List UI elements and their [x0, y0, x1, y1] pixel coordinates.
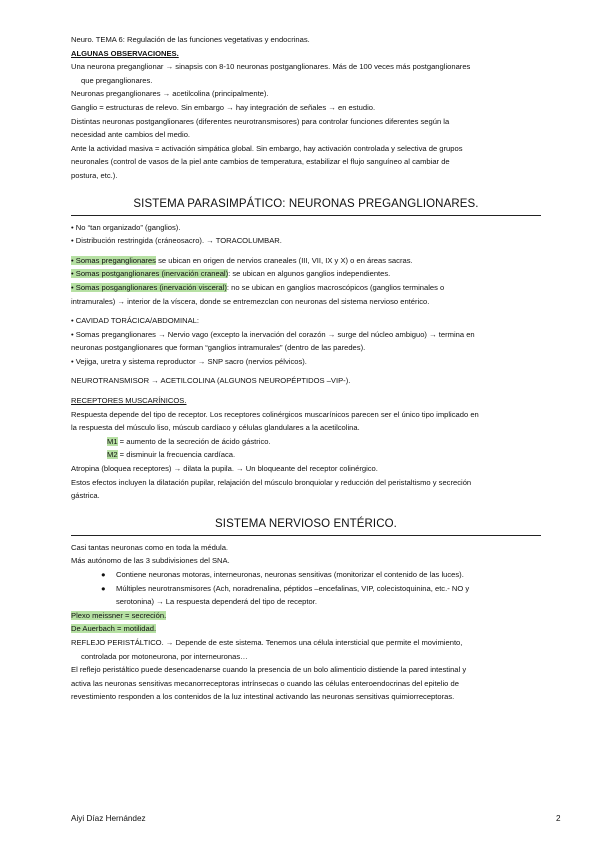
bullet-line: neuronas postganglionares que forman “ganglios intramurales” (dentro de las paredes). [71, 343, 366, 353]
observation-line: Ganglio = estructuras de relevo. Sin embargo → hay integración de señales → en estudio. [71, 102, 376, 112]
observation-line: que preganglionares. [81, 75, 153, 85]
bullet-dot-icon: ● [101, 570, 106, 579]
effects-line: Estos efectos incluyen la dilatación pupilar, relajación del músculo bronquiolar y reducción del peristaltismo y secreción [71, 477, 472, 487]
bullet-line: • Somas postganglionares (inervación craneal): se ubican en algunos ganglios independientes. [71, 269, 391, 279]
atropine-line: Atropina (bloquea receptores) → dilata la pupila. → Un bloqueante del receptor colinérgico. [71, 464, 378, 474]
enteric-bullet: ● Contiene neuronas motoras, interneuronas, neuronas sensitivas (monitorizar el contenido de las luces). [71, 568, 541, 582]
reflex-line: El reflejo peristáltico puede desencadenarse cuando la presencia de un bolo alimenticio distiende la pared intestinal y [71, 665, 467, 675]
enteric-bullet: ● Múltiples neurotransmisores (Ach, noradrenalina, péptidos –encefalinas, VIP, colecistoquinina, etc.- NO y [71, 582, 541, 596]
enteric-heading: SISTEMA NERVIOSO ENTÉRICO. [215, 517, 397, 530]
m2-line: M2 = disminuir la frecuencia cardíaca. [107, 450, 236, 460]
document-title: Neuro. TEMA 6: Regulación de las funciones vegetativas y endocrinas. [71, 35, 310, 44]
reflex-line: REFLEJO PERISTÁLTICO. → Depende de este sistema. Tenemos una célula intersticial que permite el movimiento, [71, 637, 463, 647]
receptor-text: la respuesta del músculo liso, múscub cardíaco y células glandulares a la acetilcolina. [71, 423, 360, 433]
enteric-line: Casi tantas neuronas como en toda la médula. [71, 542, 229, 552]
bullet-line: • Somas posganglionares (inervación visceral): no se ubican en ganglios macroscópicos (ganglios terminales o [71, 282, 445, 292]
m2-label: M2 [107, 450, 118, 460]
enteric-section-header [71, 509, 541, 536]
observation-line: Distintas neuronas postganglionares (diferentes neurotransmisores) para controlar funciones diferentes según la [71, 116, 450, 126]
parasympathetic-section-header [71, 189, 541, 216]
neurotransmitter-line: NEUROTRANSMISOR → ACETILCOLINA (ALGUNOS NEUROPÉPTIDOS –VIP-). [71, 376, 351, 386]
highlighted-term: • Somas posganglionares (inervación visceral) [71, 282, 227, 292]
page-number: 2 [556, 814, 561, 823]
bullet-line: • Distribución restringida (cráneosacro). → TORACOLUMBAR. [71, 236, 282, 246]
footer-author: Aiyi Díaz Hernández [71, 814, 146, 823]
observation-line: Ante la actividad masiva = activación simpática global. Sin embargo, hay activación controlada y selectiva de grupos [71, 143, 463, 153]
m1-label: M1 [107, 436, 118, 446]
plexus-line [71, 622, 541, 636]
observation-line: Neuronas preganglionares → acetilcolina (principalmente). [71, 89, 269, 99]
plexus-auerbach: De Auerbach = motilidad. [71, 624, 157, 634]
observation-line: necesidad ante cambios del medio. [71, 130, 191, 140]
receptor-text: Respuesta depende del tipo de receptor. Los receptores colinérgicos muscarínicos parecen ser el único tipo implicado en [71, 409, 479, 419]
enteric-line: Más autónomo de las 3 subdivisiones del SNA. [71, 556, 230, 566]
highlighted-term: • Somas postganglionares (inervación craneal) [71, 269, 229, 279]
enteric-bullet-cont: serotonina) → La respuesta dependerá del tipo de receptor. [116, 597, 317, 607]
reflex-line: controlada por motoneurona, por interneuronas… [81, 651, 248, 661]
highlighted-term: • Somas preganglionares [71, 255, 156, 265]
plexus-line [71, 609, 541, 623]
bullet-dot-icon: ● [101, 583, 106, 593]
m1-line: M1 = aumento de la secreción de ácido gástrico. [107, 436, 271, 446]
observation-line: neuronales (control de vasos de la piel ante cambios de temperatura, estabilizar el flujo sanguíneo al cambiar de [71, 157, 450, 167]
observations-heading: ALGUNAS OBSERVACIONES. [71, 48, 179, 58]
bullet-line: • Somas preganglionares se ubican en origen de nervios craneales (III, VII, IX y X) o en áreas sacras. [71, 255, 413, 265]
cavity-heading: • CAVIDAD TORÁCICA/ABDOMINAL: [71, 316, 199, 326]
parasympathetic-heading: SISTEMA PARASIMPÁTICO: NEURONAS PREGANGLIONARES. [133, 197, 479, 210]
bullet-line: intramurales) → interior de la víscera, donde se entremezclan con neuronas del sistema nervioso entérico. [71, 296, 430, 306]
bullet-line: • Vejiga, uretra y sistema reproductor → SNP sacro (nervios pélvicos). [71, 356, 307, 366]
receptors-heading: RECEPTORES MUSCARÍNICOS. [71, 396, 187, 406]
reflex-line: activa las neuronas sensitivas mecanorreceptoras intrínsecas o cuando las células enteroendocrinas del epitelio de [71, 678, 459, 688]
bullet-line: • Somas preganglionares → Nervio vago (excepto la inervación del corazón → surge del núcleo ambiguo) → termina en [71, 329, 475, 339]
plexus-meissner: Plexo meissner = secreción. [71, 610, 167, 620]
page-content [71, 33, 541, 704]
bullet-line: • No “tan organizado” (ganglios). [71, 222, 181, 232]
observation-line: Una neurona preganglionar → sinapsis con 8-10 neuronas postganglionares. Más de 100 veces más postganglionares [71, 62, 471, 72]
effects-line: gástrica. [71, 491, 100, 501]
observation-line: postura, etc.). [71, 170, 118, 180]
reflex-line: revestimiento responden a los contenidos de la luz intestinal activando las neuronas sensitivas quimiorreceptoras. [71, 692, 455, 702]
